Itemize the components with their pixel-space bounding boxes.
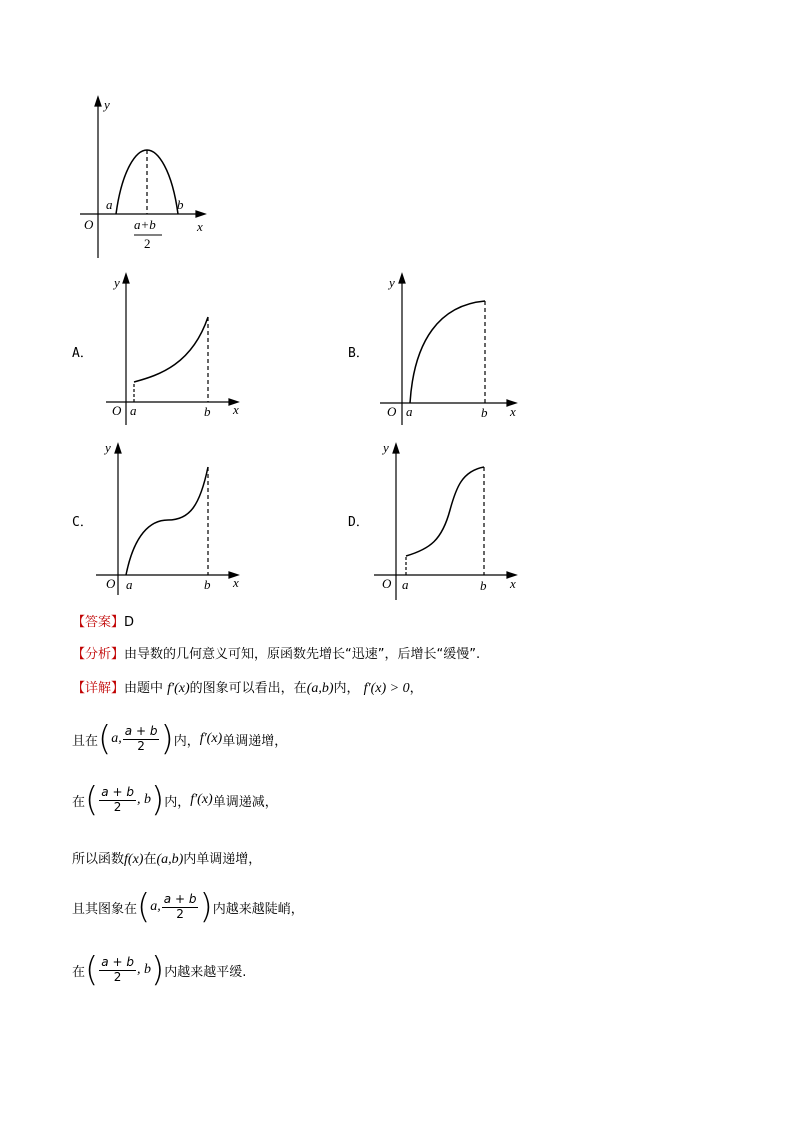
main-mid-denominator: 2: [144, 236, 151, 251]
main-mid-numerator: a+b: [134, 217, 156, 232]
interval-ab: (a,b): [156, 852, 184, 867]
left-paren: (: [85, 950, 99, 990]
option-d-curve: [406, 467, 484, 556]
analysis-text: 由导数的几何意义可知，原函数先增长“迅速”，后增长“缓慢”.: [124, 647, 481, 662]
option-c-x-label: x: [233, 575, 239, 590]
main-b-label: b: [177, 197, 184, 212]
detail-text: 所以函数: [72, 852, 125, 867]
option-c-y-label: y: [105, 440, 111, 455]
option-c-b-label: b: [204, 577, 211, 592]
interval-right: , b: [136, 962, 151, 977]
option-b-b-label: b: [481, 405, 488, 420]
detail-line-4: [72, 848, 261, 868]
option-d-b-label: b: [480, 578, 487, 593]
detail-text: 内，: [333, 681, 360, 696]
answer-line: [72, 611, 134, 630]
detail-text: 的图象可以看出，在: [189, 681, 307, 696]
option-a-y-label: y: [114, 275, 120, 290]
detail-text: 内越来越平缓.: [164, 964, 247, 980]
option-b-y-label: y: [389, 275, 395, 290]
option-b-letter[interactable]: B．: [348, 346, 369, 361]
analysis-tag: 【分析】: [72, 647, 125, 662]
option-c-a-label: a: [126, 577, 133, 592]
fraction-denominator: 2: [137, 738, 145, 753]
option-b-curve: [410, 301, 485, 403]
fprime-expr: f′(x): [190, 792, 213, 807]
detail-text: 且其图象在: [72, 901, 138, 917]
option-a-x-label: x: [233, 402, 239, 417]
detail-line-5: [72, 887, 304, 927]
function-expr: f(x): [124, 852, 144, 867]
option-a-a-label: a: [130, 403, 137, 418]
option-c-graph: [96, 444, 238, 595]
detail-text: 且在: [72, 733, 99, 749]
option-a-b-label: b: [204, 404, 211, 419]
answer-value: D: [124, 615, 135, 630]
interval-ab: (a,b): [306, 681, 334, 696]
detail-text: 在: [72, 964, 86, 980]
fprime-expr: f′(x): [199, 731, 223, 746]
detail-line-1: [72, 677, 423, 697]
fraction-numerator: a + b: [124, 723, 158, 738]
option-d-x-label: x: [510, 576, 516, 591]
option-c-curve: [126, 467, 208, 575]
interval-left: a,: [111, 731, 122, 746]
option-b-graph: [380, 274, 516, 425]
right-paren: ): [160, 719, 174, 759]
left-paren: (: [137, 887, 151, 927]
fraction-numerator: a + b: [101, 784, 134, 799]
fraction-denominator: 2: [113, 969, 122, 984]
detail-text: 在: [143, 852, 157, 867]
fprime-expr: f′(x): [167, 681, 190, 696]
detail-line-3: [72, 780, 278, 820]
option-c-letter[interactable]: C．: [72, 515, 93, 530]
fraction-midpoint: [99, 956, 136, 985]
option-d-y-label: y: [383, 440, 389, 455]
left-paren: (: [98, 719, 112, 759]
analysis-line: [72, 643, 480, 662]
detail-text: 由题中: [124, 681, 164, 696]
answer-tag: 【答案】: [72, 615, 125, 630]
option-c-origin-label: O: [106, 576, 116, 591]
detail-text: 内，: [164, 794, 191, 810]
option-d-graph: [374, 444, 516, 600]
option-a-curve: [134, 317, 208, 382]
fraction-denominator: 2: [176, 906, 184, 921]
right-paren: ): [199, 887, 213, 927]
detail-text: 在: [72, 794, 86, 810]
detail-text: ，: [409, 681, 423, 696]
detail-text: 内，: [173, 733, 200, 749]
left-paren: (: [85, 780, 99, 820]
option-d-letter[interactable]: D．: [348, 515, 369, 530]
fraction-numerator: a + b: [163, 891, 197, 906]
option-b-origin-label: O: [387, 404, 397, 419]
detail-text: 单调递增，: [222, 733, 288, 749]
option-b-a-label: a: [406, 404, 413, 419]
detail-text: 内单调递增，: [183, 852, 262, 867]
fprime-inequality: f′(x) > 0: [363, 681, 410, 696]
detail-tag: 【详解】: [72, 681, 125, 696]
fraction-midpoint: [123, 725, 160, 754]
option-a-letter[interactable]: A．: [72, 346, 93, 361]
right-paren: ): [150, 780, 165, 820]
fraction-midpoint: [162, 893, 199, 922]
main-x-label: x: [197, 219, 203, 234]
detail-text: 单调递减，: [212, 794, 278, 810]
detail-line-2: [72, 719, 288, 759]
option-a-graph: [106, 274, 238, 425]
fraction-midpoint: [99, 786, 136, 815]
right-paren: ): [150, 950, 165, 990]
detail-text: 内越来越陡峭，: [212, 901, 304, 917]
fraction-denominator: 2: [113, 799, 122, 814]
option-d-a-label: a: [402, 577, 409, 592]
option-d-origin-label: O: [382, 576, 392, 591]
option-a-origin-label: O: [112, 403, 122, 418]
option-b-x-label: x: [510, 404, 516, 419]
detail-line-6: [72, 950, 247, 990]
interval-right: , b: [136, 792, 151, 807]
main-origin-label: O: [84, 217, 94, 232]
fraction-numerator: a + b: [101, 954, 134, 969]
main-y-label: y: [104, 97, 110, 112]
interval-left: a,: [150, 899, 161, 914]
main-a-label: a: [106, 197, 113, 212]
